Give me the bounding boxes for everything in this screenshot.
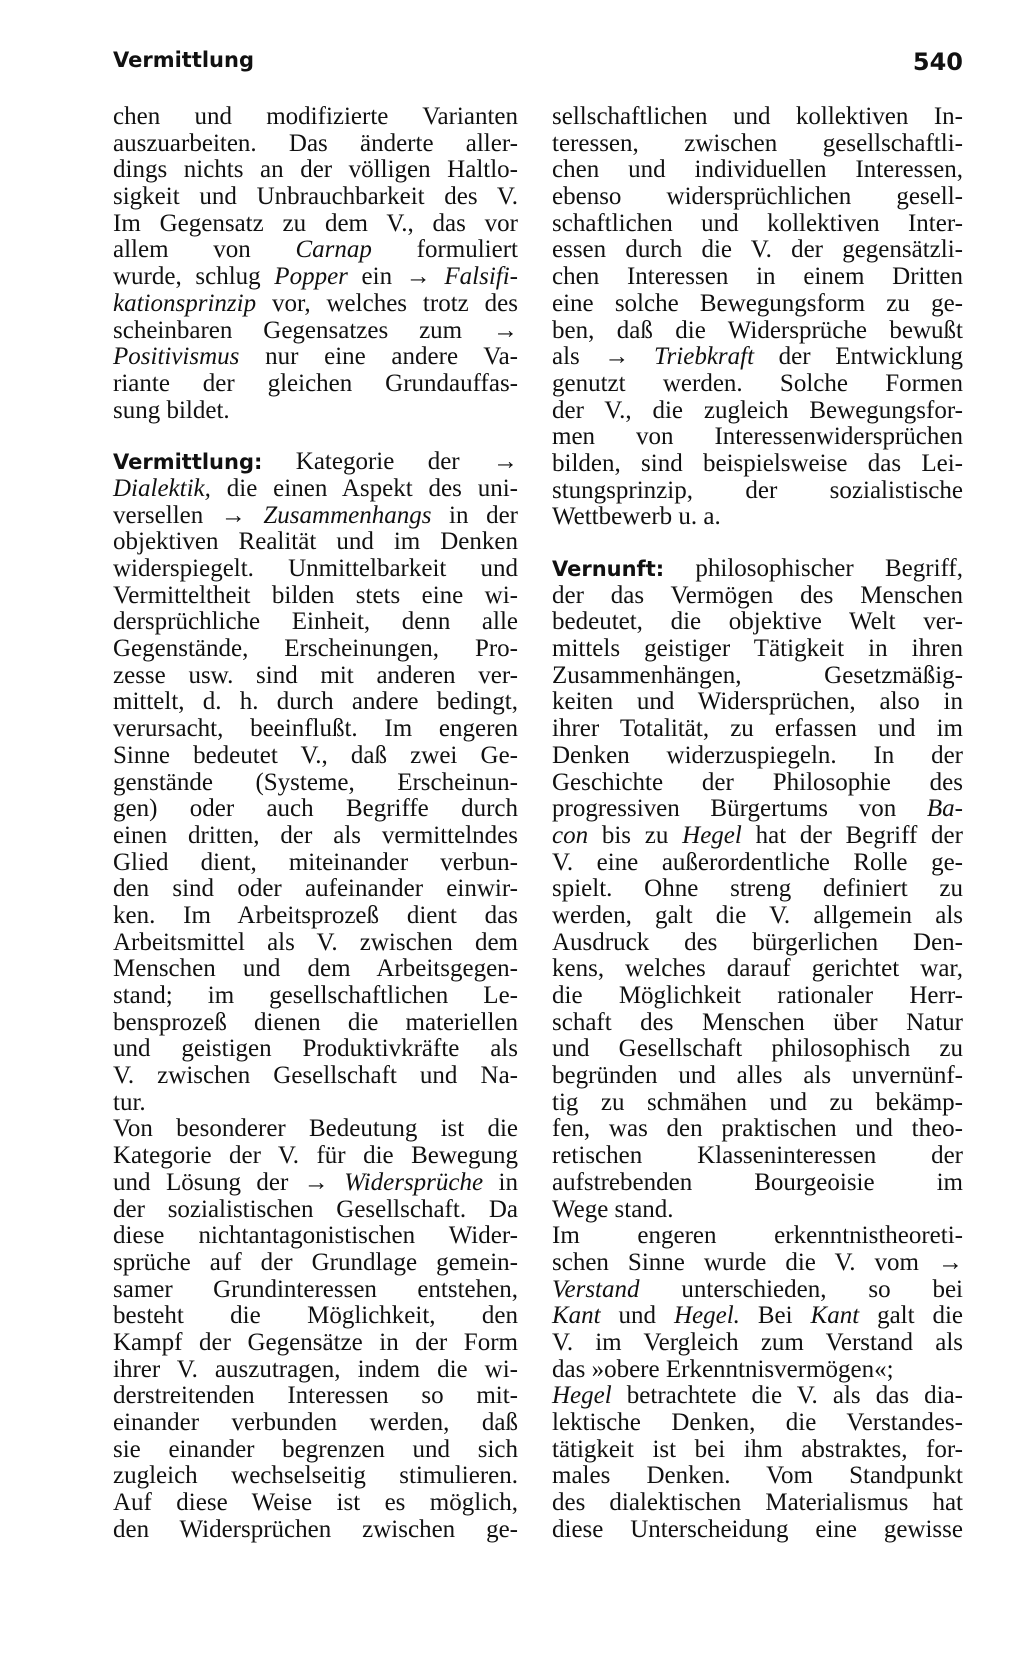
text-line: Arbeitsmittel als V. zwischen dem bbox=[113, 928, 518, 956]
text-segment: nur eine andere Va- bbox=[239, 343, 518, 371]
text-line: die Möglichkeit rationaler Herr- bbox=[552, 982, 963, 1009]
text-line: ihrer V. auszutragen, indem die wi- bbox=[113, 1355, 518, 1383]
text-line: ben, daß die Widersprüche bewußt bbox=[552, 316, 963, 344]
text-line: mittels geistiger Tätigkeit in ihren bbox=[552, 635, 963, 663]
text-line: retischen Klasseninteressen der bbox=[552, 1142, 963, 1170]
italic-reference: Kant bbox=[552, 1302, 601, 1330]
text-line: V. im Vergleich zum Verstand als bbox=[552, 1328, 963, 1356]
italic-reference: Positivismus bbox=[113, 343, 240, 371]
text-line: diese Unterscheidung eine gewisse bbox=[552, 1515, 963, 1543]
text-line: Geschichte der Philosophie des bbox=[552, 768, 963, 796]
text-line: bilden, sind beispielsweise das Lei- bbox=[552, 449, 963, 477]
text-line bbox=[552, 1277, 963, 1304]
text-line: chen und individuellen Interessen, bbox=[552, 156, 963, 184]
text-line: Auf diese Weise ist es möglich, bbox=[113, 1489, 518, 1517]
text-line: einander verbunden werden, daß bbox=[113, 1409, 518, 1436]
running-head-word: Vermittlung bbox=[113, 48, 254, 72]
page-number: 540 bbox=[912, 48, 963, 76]
text-line: des dialektischen Materialismus hat bbox=[552, 1489, 963, 1517]
text-line bbox=[113, 449, 518, 476]
italic-reference: Dialektik, bbox=[113, 474, 211, 502]
text-line: gen) oder auch Begriffe durch bbox=[113, 795, 518, 823]
text-line bbox=[113, 237, 518, 264]
text-line bbox=[113, 264, 518, 291]
text-line: riante der gleichen Grundauffas- bbox=[113, 369, 518, 397]
text-line: diese nichtantagonistischen Wider- bbox=[113, 1222, 518, 1250]
text-segment: philosophischer Begriff, bbox=[664, 555, 963, 582]
italic-reference: Triebkraft bbox=[654, 343, 755, 371]
entry-keyword: Vernunft: bbox=[552, 557, 665, 581]
italic-reference: Popper bbox=[274, 263, 348, 291]
text-line: der das Vermögen des Menschen bbox=[552, 581, 963, 609]
text-line: derstreitenden Interessen so mit- bbox=[113, 1382, 518, 1410]
text-line bbox=[113, 476, 518, 503]
text-line: Sinne bedeutet V., daß zwei Ge- bbox=[113, 741, 518, 769]
text-line: Im Gegensatz zu dem V., das vor bbox=[113, 209, 518, 237]
text-segment: Kategorie der → bbox=[262, 448, 518, 476]
text-segment: ein → bbox=[347, 263, 445, 291]
italic-reference: Falsifi- bbox=[444, 263, 518, 291]
text-line: samer Grundinteressen entstehen, bbox=[113, 1275, 518, 1303]
text-line: Kampf der Gegensätze in der Form bbox=[113, 1328, 518, 1356]
italic-reference: Widersprüche bbox=[344, 1168, 484, 1196]
text-segment: unterschieden, so bei bbox=[639, 1275, 963, 1303]
text-line: bedeutet, die objektive Welt ver- bbox=[552, 608, 963, 636]
text-line: males Denken. Vom Standpunkt bbox=[552, 1462, 963, 1490]
text-line: spielt. Ohne streng definiert zu bbox=[552, 875, 963, 903]
text-line: aufstrebenden Bourgeoisie im bbox=[552, 1168, 963, 1196]
text-line: den sind oder aufeinander einwir- bbox=[113, 875, 518, 903]
text-line: schaftlichen und kollektiven Inter- bbox=[552, 209, 963, 237]
text-segment: und bbox=[600, 1302, 674, 1330]
text-line: widerspiegelt. Unmittelbarkeit und bbox=[113, 555, 518, 582]
left-text-column bbox=[113, 104, 518, 1543]
right-text-column bbox=[552, 104, 963, 1543]
text-segment: wurde, schlug bbox=[113, 263, 275, 291]
text-line: der sozialistischen Gesellschaft. Da bbox=[113, 1195, 518, 1223]
text-line: und Gesellschaft philosophisch zu bbox=[552, 1035, 963, 1063]
text-line: dersprüchliche Einheit, denn alle bbox=[113, 608, 518, 636]
italic-reference: Kant bbox=[810, 1302, 860, 1330]
text-segment: der Entwicklung bbox=[754, 343, 963, 371]
text-line: mittelt, d. h. durch andere bedingt, bbox=[113, 688, 518, 716]
text-segment: vor, welches trotz des bbox=[256, 289, 518, 317]
text-line bbox=[552, 344, 963, 371]
text-line: Zusammenhängen, Gesetzmäßig- bbox=[552, 661, 963, 689]
text-segment: allem von bbox=[113, 236, 296, 264]
text-line: zugleich wechselseitig stimulieren. bbox=[113, 1462, 518, 1490]
text-segment: und Lösung der → bbox=[113, 1168, 345, 1196]
text-line: bensprozeß dienen die materiellen bbox=[113, 1008, 518, 1036]
italic-reference: Carnap bbox=[295, 236, 372, 264]
italic-reference: Hegel. bbox=[673, 1302, 740, 1330]
italic-reference: kationsprinzip bbox=[113, 289, 257, 317]
italic-reference: con bbox=[552, 821, 589, 849]
text-line bbox=[113, 1170, 518, 1197]
italic-reference: Zusammenhangs bbox=[263, 501, 432, 529]
text-line: Wege stand. bbox=[552, 1195, 674, 1223]
text-line: ebenso widersprüchlichen gesell- bbox=[552, 183, 963, 211]
text-line: chen Interessen in einem Dritten bbox=[552, 263, 963, 291]
text-line: Gegenstände, Erscheinungen, Pro- bbox=[113, 635, 518, 663]
text-line: schen Sinne wurde die V. vom → bbox=[552, 1248, 963, 1276]
text-line: Glied dient, miteinander verbun- bbox=[113, 848, 518, 876]
text-line: objektiven Realität und im Denken bbox=[113, 528, 518, 556]
text-line: ihrer Totalität, zu erfassen und im bbox=[552, 715, 963, 743]
text-line: genstände (Systeme, Erscheinun- bbox=[113, 768, 518, 796]
text-segment: in der bbox=[431, 501, 518, 529]
text-line: Ausdruck des bürgerlichen Den- bbox=[552, 928, 963, 956]
italic-reference: Verstand bbox=[552, 1275, 640, 1303]
text-line: sie einander begrenzen und sich bbox=[113, 1435, 518, 1463]
text-line: Von besonderer Bedeutung ist die bbox=[113, 1115, 518, 1143]
text-line bbox=[113, 344, 518, 371]
text-line: V. eine außerordentliche Rolle ge- bbox=[552, 848, 963, 876]
text-line: men von Interessenwidersprüchen bbox=[552, 423, 963, 451]
text-line: Denken widerzuspiegeln. In der bbox=[552, 741, 963, 769]
text-line: der V., die zugleich Bewegungsfor- bbox=[552, 396, 963, 424]
text-line: scheinbaren Gegensatzes zum → bbox=[113, 316, 518, 344]
text-segment: betrachtete die V. als das dia- bbox=[611, 1382, 963, 1410]
text-line: sellschaftlichen und kollektiven In- bbox=[552, 103, 963, 130]
text-line: kens, welches darauf gerichtet war, bbox=[552, 955, 963, 983]
text-line: chen und modifizierte Varianten bbox=[113, 103, 518, 130]
text-line: Im engeren erkenntnistheoreti- bbox=[552, 1222, 963, 1250]
text-line: fen, was den praktischen und theo- bbox=[552, 1115, 963, 1143]
text-line: tätigkeit ist bei ihm abstraktes, for- bbox=[552, 1435, 963, 1463]
text-segment: hat der Begriff der bbox=[741, 821, 963, 849]
text-line: tur. bbox=[113, 1088, 146, 1116]
text-line: sung bildet. bbox=[113, 396, 230, 424]
text-line: schaft des Menschen über Natur bbox=[552, 1008, 963, 1036]
text-line bbox=[552, 796, 963, 823]
text-line: tig zu schmähen und zu bekämp- bbox=[552, 1088, 963, 1116]
text-line: verursacht, beeinflußt. Im engeren bbox=[113, 715, 518, 743]
text-line bbox=[113, 291, 518, 318]
text-segment: die einen Aspekt des uni- bbox=[210, 474, 518, 502]
text-line bbox=[552, 823, 963, 850]
text-line: dings nichts an der völligen Haltlo- bbox=[113, 156, 518, 184]
text-line: ken. Im Arbeitsprozeß dient das bbox=[113, 901, 518, 929]
text-line: auszuarbeiten. Das änderte aller- bbox=[113, 129, 518, 157]
text-line: genutzt werden. Solche Formen bbox=[552, 369, 963, 397]
text-line: und geistigen Produktivkräfte als bbox=[113, 1035, 518, 1063]
text-line: das »obere Erkenntnisvermögen«; bbox=[552, 1355, 894, 1383]
text-segment: in bbox=[483, 1168, 519, 1196]
text-line bbox=[552, 1303, 963, 1330]
text-line: eine solche Bewegungsform zu ge- bbox=[552, 289, 963, 317]
text-line: begründen und alles als unvernünf- bbox=[552, 1062, 963, 1090]
text-line: werden, galt die V. allgemein als bbox=[552, 901, 963, 929]
text-line: Wettbewerb u. a. bbox=[552, 503, 721, 531]
text-line: stand; im gesellschaftlichen Le- bbox=[113, 982, 518, 1009]
text-line: sigkeit und Unbrauchbarkeit des V. bbox=[113, 183, 518, 211]
italic-reference: Ba- bbox=[926, 795, 963, 823]
text-line: lektische Denken, die Verstandes- bbox=[552, 1409, 963, 1436]
text-segment: als → bbox=[552, 343, 655, 371]
text-line: Vermitteltheit bilden stets eine wi- bbox=[113, 581, 518, 609]
text-line: sprüche auf der Grundlage gemein- bbox=[113, 1248, 518, 1276]
text-line bbox=[552, 1383, 963, 1410]
text-line: keiten und Widersprüchen, also in bbox=[552, 688, 963, 716]
text-line bbox=[113, 503, 518, 530]
italic-reference: Hegel bbox=[682, 821, 742, 849]
text-line: zesse usw. sind mit anderen ver- bbox=[113, 661, 518, 689]
text-segment: formuliert bbox=[371, 236, 518, 264]
entry-keyword: Vermittlung: bbox=[113, 450, 263, 475]
text-line: den Widersprüchen zwischen ge- bbox=[113, 1515, 518, 1543]
text-segment: Bei bbox=[739, 1302, 811, 1330]
text-segment: galt die bbox=[859, 1302, 964, 1330]
text-line: einen dritten, der als vermittelndes bbox=[113, 821, 518, 849]
text-line: teressen, zwischen gesellschaftli- bbox=[552, 129, 963, 157]
text-segment: versellen → bbox=[113, 501, 264, 529]
text-line: stungsprinzip, der sozialistische bbox=[552, 476, 963, 504]
text-segment: progressiven Bürgertums von bbox=[552, 795, 927, 823]
running-header bbox=[113, 48, 963, 84]
text-segment: bis zu bbox=[588, 821, 683, 849]
text-line: Menschen und dem Arbeitsgegen- bbox=[113, 955, 518, 983]
italic-reference: Hegel bbox=[552, 1382, 612, 1410]
text-line: V. zwischen Gesellschaft und Na- bbox=[113, 1062, 518, 1090]
text-line: Kategorie der V. für die Bewegung bbox=[113, 1142, 518, 1170]
text-line: besteht die Möglichkeit, den bbox=[113, 1302, 518, 1330]
text-line bbox=[552, 556, 963, 583]
text-line: essen durch die V. der gegensätzli- bbox=[552, 236, 963, 264]
